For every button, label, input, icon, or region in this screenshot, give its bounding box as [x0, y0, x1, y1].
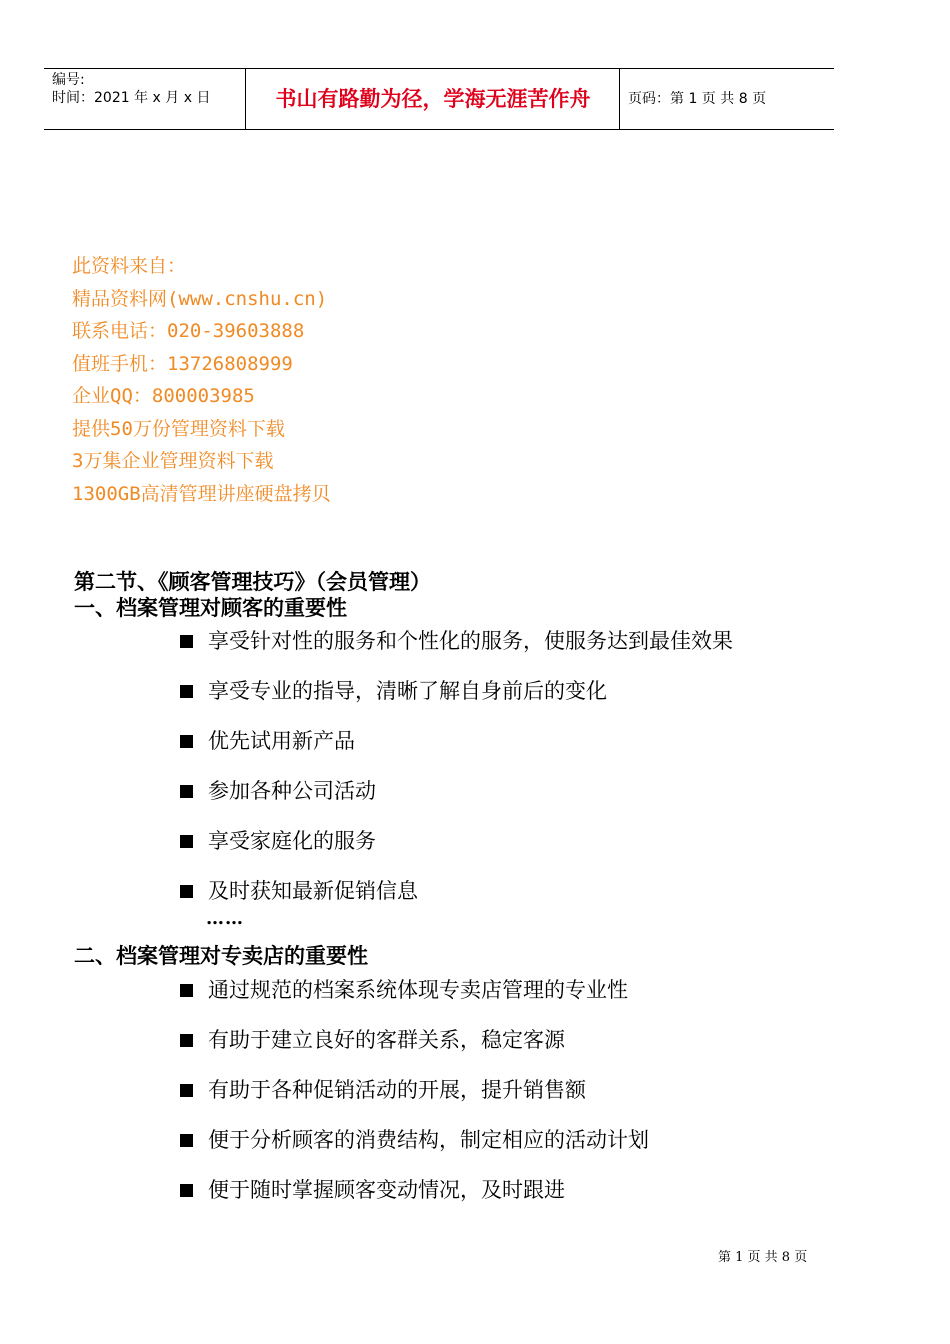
- square-bullet-icon: [180, 735, 193, 748]
- square-bullet-icon: [180, 685, 193, 698]
- ad-line: 此资料来自：: [72, 255, 187, 277]
- ad-line: 精品资料网(www.cnshu.cn): [72, 287, 328, 310]
- page-header: [44, 68, 834, 130]
- header-meta: [52, 71, 210, 107]
- list-item: 通过规范的档案系统体现专卖店管理的专业性: [180, 975, 649, 1025]
- ad-line: 3万集企业管理资料下载: [72, 450, 274, 472]
- square-bullet-icon: [180, 635, 193, 648]
- square-bullet-icon: [180, 835, 193, 848]
- ad-line: 提供50万份管理资料下载: [72, 417, 285, 440]
- header-page-info: 页码：第 1 页 共 8 页: [628, 91, 767, 107]
- ad-line: 值班手机：13726808999: [72, 352, 293, 375]
- header-motto: 书山有路勤为径，学海无涯苦作舟: [275, 87, 591, 111]
- part2-list: [180, 975, 649, 1225]
- list-item: 优先试用新产品: [180, 726, 733, 776]
- square-bullet-icon: [180, 1034, 193, 1047]
- square-bullet-icon: [180, 785, 193, 798]
- square-bullet-icon: [180, 1134, 193, 1147]
- list-item: 参加各种公司活动: [180, 776, 733, 826]
- part1-title: 一、档案管理对顾客的重要性: [74, 596, 347, 620]
- ad-line: 企业QQ：800003985: [72, 385, 255, 407]
- list-item: 有助于建立良好的客群关系，稳定客源: [180, 1025, 649, 1075]
- list-item: 有助于各种促销活动的开展，提升销售额: [180, 1075, 649, 1125]
- number-label: 编号:: [52, 72, 85, 88]
- ad-line: 1300GB高清管理讲座硬盘拷贝: [72, 482, 331, 505]
- list-item: 便于分析顾客的消费结构，制定相应的活动计划: [180, 1125, 649, 1175]
- list-item: 享受专业的指导，清晰了解自身前后的变化: [180, 676, 733, 726]
- list-item: 享受家庭化的服务: [180, 826, 733, 876]
- part2-title: 二、档案管理对专卖店的重要性: [74, 944, 368, 968]
- header-divider: [619, 69, 620, 129]
- list-item: 享受针对性的服务和个性化的服务，使服务达到最佳效果: [180, 626, 733, 676]
- square-bullet-icon: [180, 1084, 193, 1097]
- square-bullet-icon: [180, 1184, 193, 1197]
- list-item: 便于随时掌握顾客变动情况，及时跟进: [180, 1175, 649, 1225]
- ellipsis: ……: [206, 908, 244, 929]
- time-label: 时间：2021 年 x 月 x 日: [52, 90, 211, 106]
- ad-line: 联系电话：020-39603888: [72, 320, 305, 342]
- page-footer: 第 1 页 共 8 页: [718, 1250, 808, 1265]
- section-title: 第二节、《顾客管理技巧》（会员管理）: [74, 570, 431, 594]
- list-item: 及时获知最新促销信息: [180, 876, 733, 926]
- square-bullet-icon: [180, 885, 193, 898]
- source-info-block: [72, 250, 331, 510]
- part1-list: [180, 626, 733, 926]
- square-bullet-icon: [180, 984, 193, 997]
